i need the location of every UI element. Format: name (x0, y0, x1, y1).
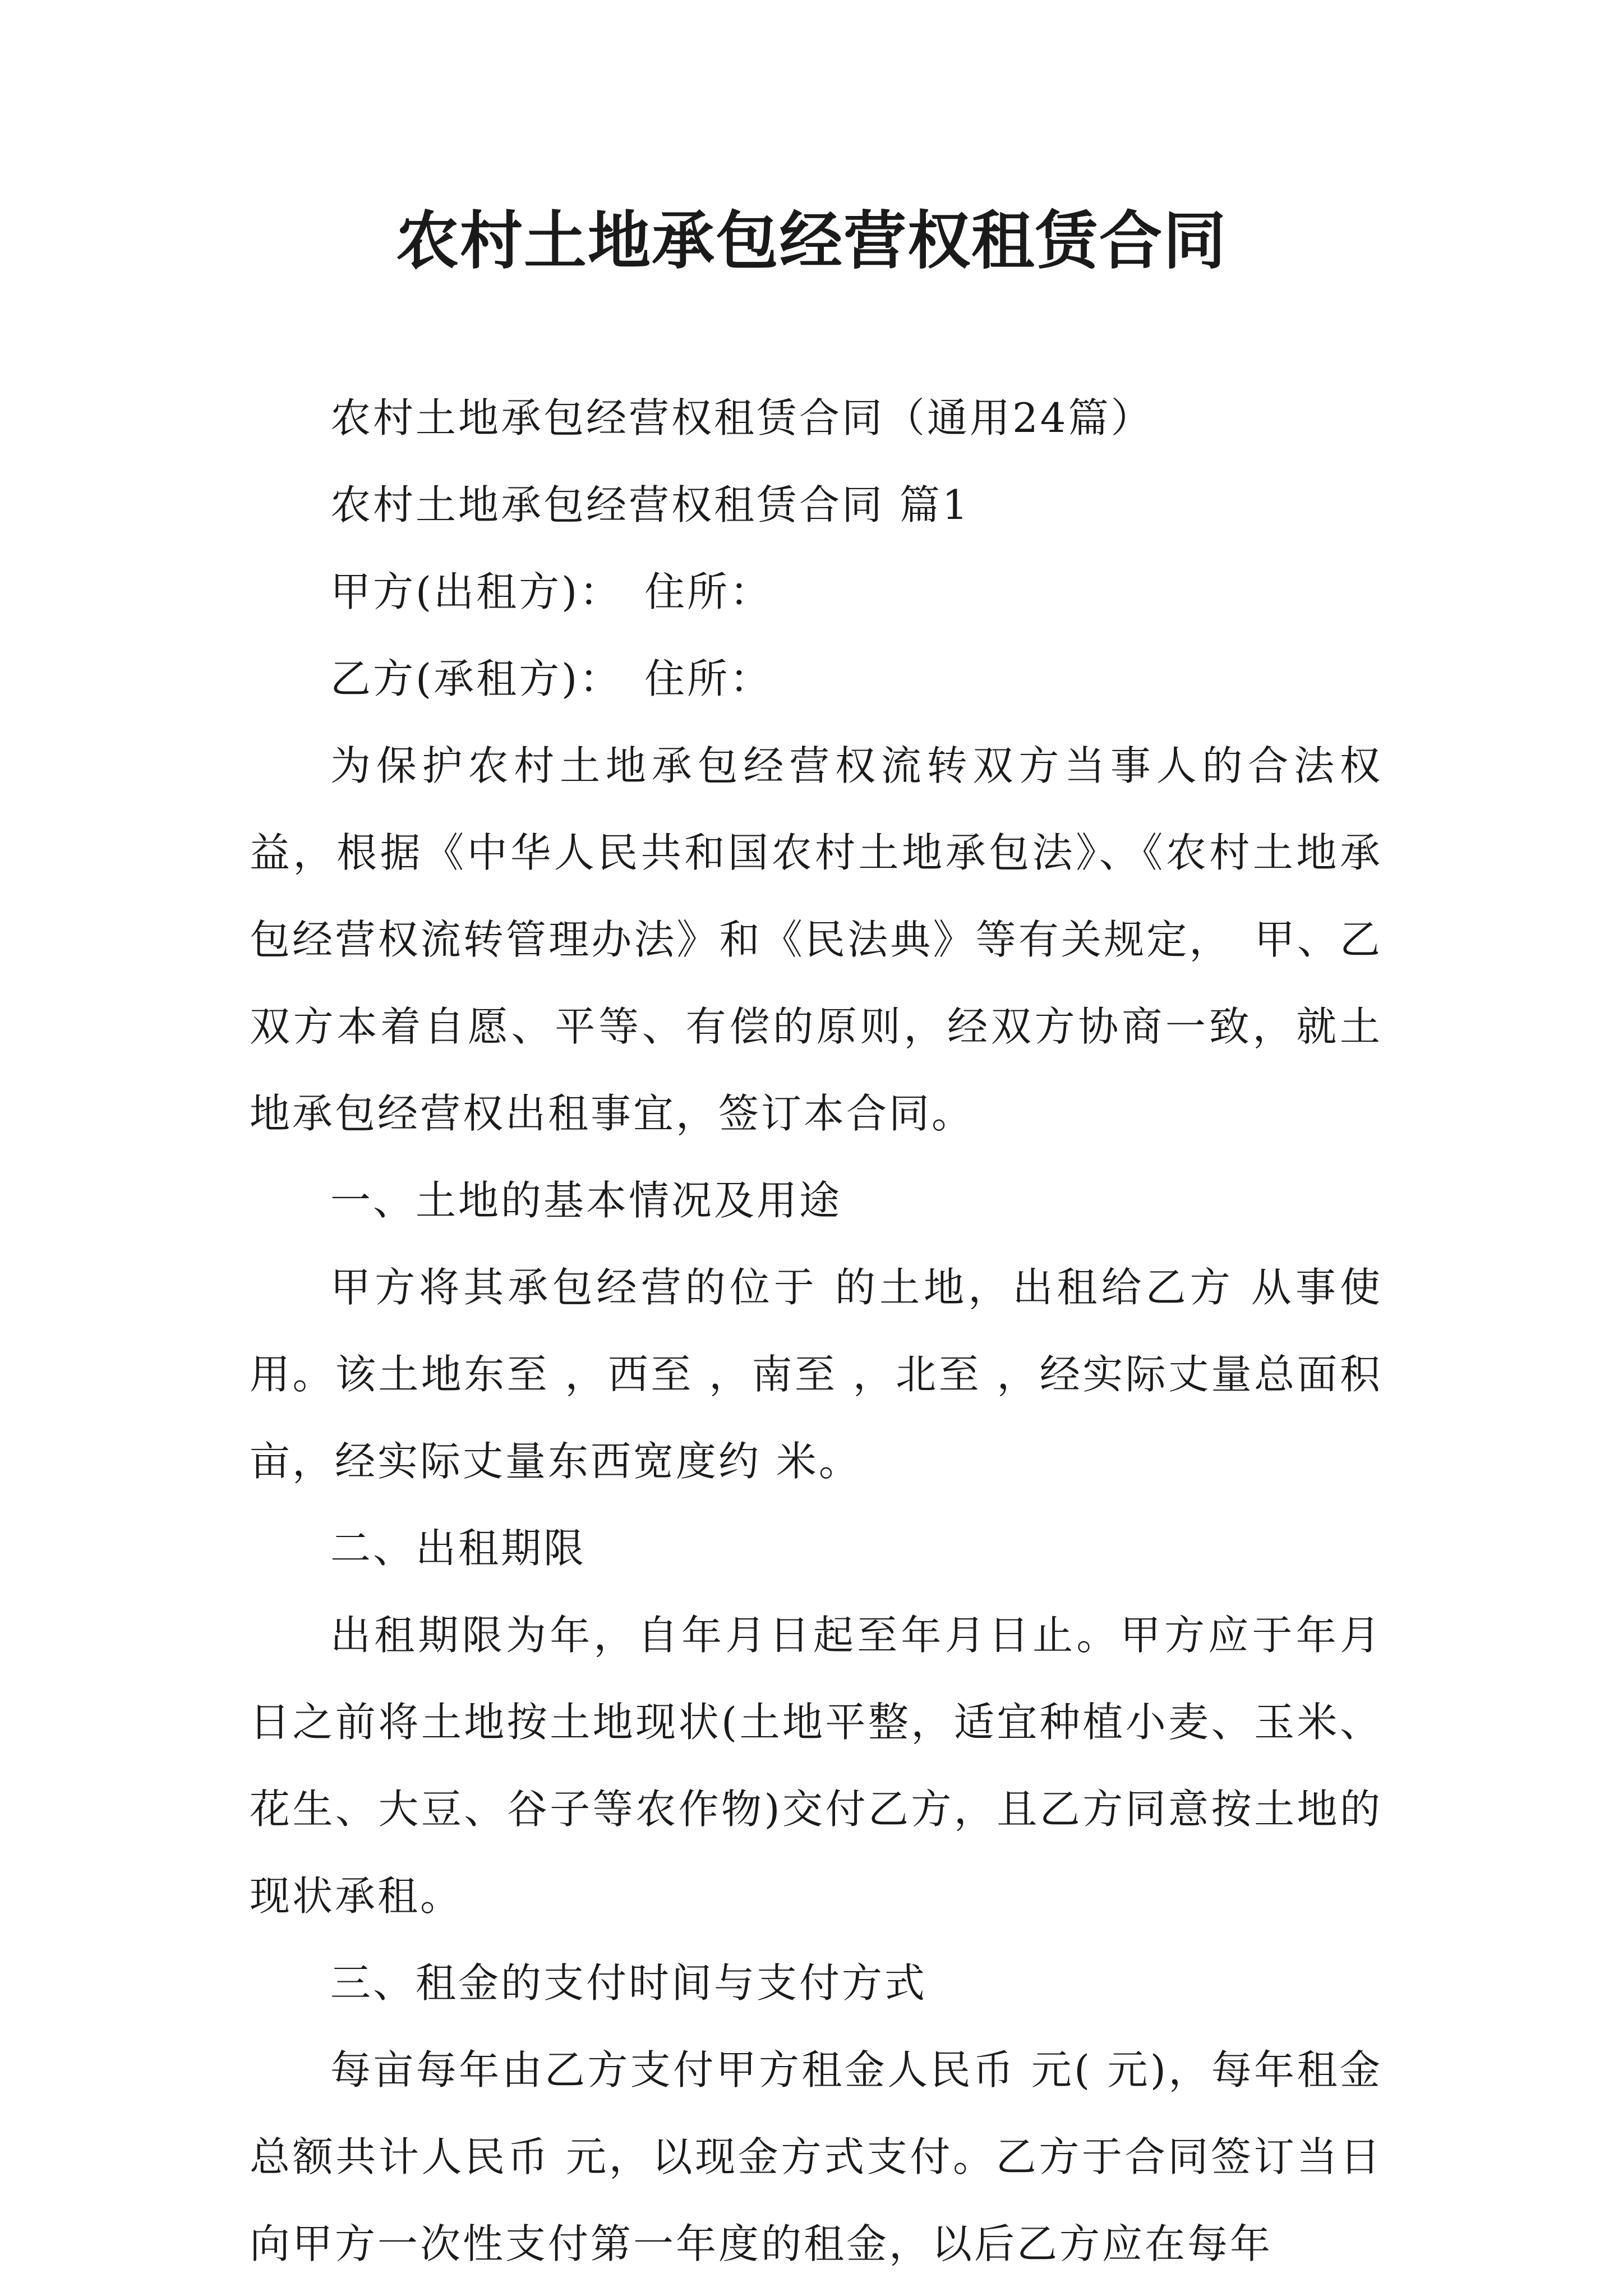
party-b-line: 乙方(承租方)： 住所： (330, 655, 773, 702)
clause-1-paragraph: 甲方将其承包经营的位于 的土地，出租给乙方 从事使用。该土地东至 ，西至 ，南至 ，北至 ，经实际丈量总面积 亩，经实际丈量东西宽度约 米。 (250, 1264, 1382, 1485)
clause-2-heading: 二、出租期限 (330, 1525, 587, 1572)
document-body (250, 375, 1382, 2288)
doc-subtitle: 农村土地承包经营权租赁合同（通用24篇） (330, 394, 1154, 441)
preamble-paragraph: 为保护农村土地承包经营权流转双方当事人的合法权益，根据《中华人民共和国农村土地承包法》、《农村土地承包经营权流转管理办法》和《民法典》等有关规定， 甲、乙双方本着自愿、平等、有偿的原则，经双方协商一致，就土地承包经营权出租事宜，签订本合同。 (250, 742, 1382, 1137)
doc-section-heading: 农村土地承包经营权租赁合同 篇1 (330, 481, 970, 528)
party-a-line: 甲方(出租方)： 住所： (330, 568, 773, 615)
clause-1-heading: 一、土地的基本情况及用途 (330, 1177, 842, 1224)
clause-2-paragraph: 出租期限为年，自年月日起至年月日止。甲方应于年月日之前将土地按土地现状(土地平整，适宜种植小麦、玉米、花生、大豆、谷子等农作物)交付乙方，且乙方同意按土地的现状承租。 (250, 1612, 1382, 1920)
clause-3-paragraph: 每亩每年由乙方支付甲方租金人民币 元( 元)，每年租金总额共计人民币 元，以现金方式支付。乙方于合同签订当日向甲方一次性支付第一年度的租金，以后乙方应在每年 (250, 2046, 1382, 2267)
document-title: 农村土地承包经营权租赁合同 (396, 204, 1227, 278)
clause-3-heading: 三、租金的支付时间与支付方式 (330, 1959, 928, 2007)
